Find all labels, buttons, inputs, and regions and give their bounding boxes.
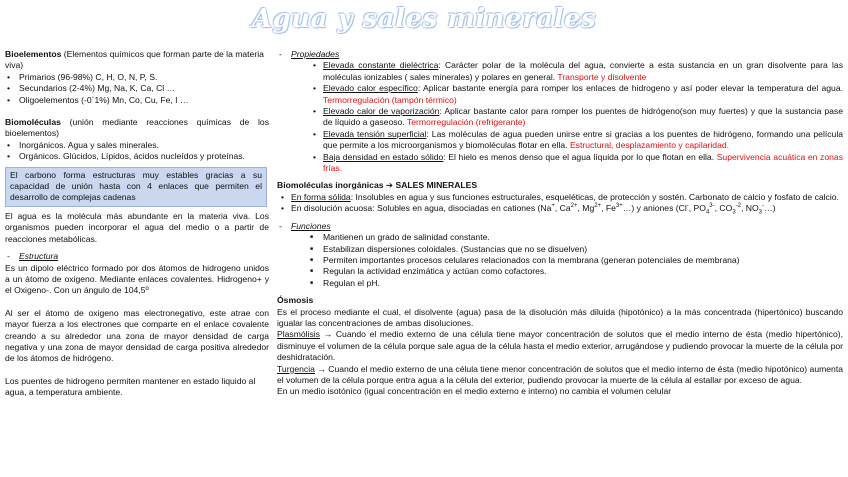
right-column [277, 49, 843, 398]
page-title: Agua y sales minerales [251, 4, 597, 34]
estructura-text: Es un dipolo eléctrico formado por dos átomos de hidrogeno unidos a un átomo de oxigeno. Mediante enlaces covalentes. Hidrogeno+ y el Oxigeno-. Con un ángulo de 104,5º [5, 262, 269, 296]
funcion-item: ■ Permiten importantes procesos celulares relacionados con la membrana (generan potenciales de membrana) [277, 255, 843, 266]
list-item: • Orgánicos. Glúcidos, Lípidos, ácidos nucleídos y proteínas. [5, 151, 269, 162]
oxigeno-text: Al ser el átomo de oxigeno mas electronegativo, este atrae con mayor fuerza a los electrones que comparte en el enlace covalente creando a su alrededor una zona de mayor densidad de carga negativa y una zona de mayor densidad de carga positiva alrededor de los átomos de hidrógeno. [5, 307, 269, 364]
biomoleculas-definition: (unión mediante reacciones químicas de los bioelementos) [5, 117, 269, 139]
bioelementos-paragraph [5, 49, 269, 72]
bioelementos-heading: Bioelementos [5, 49, 62, 59]
list-item: • Secundarios (2-4%) Mg, Na, K, Ca, Cl … [5, 83, 269, 94]
bioelementos-definition: (Elementos químicos que forman parte de la materia viva) [5, 49, 264, 71]
osmosis-text: Es el proceso mediante el cual, el disolvente (agua) pasa de la disolución más diluida (hipotónico) a la más concentrada (hipertónico) buscando igualar las concentraciones de ambas disoluciones. [277, 306, 843, 328]
arrow-icon: ➔ [385, 180, 394, 191]
funcion-item: ■ Mantienen un grado de salinidad constante. [277, 232, 843, 243]
list-item: • En disolución acuosa: Solubles en agua, disociadas en cationes (Na+, $Ca^{2+}$, $Mg^{2+}$, $Fe^{3+}\dots$) y aniones (Cl-, $PO_4^{3-}$, $CO_3^{-2}$, $NO_3^-\dots$) [277, 203, 843, 214]
propiedades-heading: - Propiedades [277, 49, 843, 60]
biomoleculas-paragraph [5, 117, 269, 140]
puentes-text: Los puentes de hidrogeno permiten mantener en estado liquido al agua, a temperatura ambiente. [5, 375, 256, 398]
propiedad-item: • Elevado calor de vaporización: Aplicar bastante calor para romper los puentes de hidrógeno(son muy fuertes) y que la sustancia pase de líquido a gaseoso. Termorregulación (refrigerante) [277, 106, 843, 129]
isotonico-text: En un medio isotónico (igual concentración en el medio externo e interno) no cambia el volumen celular [277, 386, 672, 397]
turgencia-text: Turgencia → Cuando el medio externo de una célula tiene menor concentración de solutos que el medio interno de ésta (medio hipotónico) aumenta el volumen de la célula porque entra agua a la célula del exterior, pudiendo provocar la muerte de la célula al estallar por exceso de agua. [277, 363, 843, 385]
funcion-item: ■ Estabilizan dispersiones coloidales. (Sustancias que no se disuelven) [277, 244, 843, 255]
list-item: • En forma sólida: Insolubles en agua y sus funciones estructurales, esqueléticas, de protección y sostén. Carbonato de calcio y fosfato de calcio. [277, 192, 843, 203]
left-column [5, 49, 269, 399]
carbon-callout: El carbono forma estructuras muy estables gracias a su capacidad de unión hasta con 4 enlaces que permiten el desarrollo de complejas cadenas [5, 167, 267, 207]
funcion-item: ■ Regulan el pH. [277, 278, 843, 289]
sales-minerales-heading: Biomoléculas inorgánicas ➔ SALES MINERALES [277, 180, 478, 191]
list-item: • Inorgánicos. Agua y sales minerales. [5, 140, 269, 151]
propiedad-item: • Elevada constante dieléctrica: Carácter polar de la molécula del agua, convierte a esta sustancia en un gran disolvente para las moléculas ionizables ( sales minerales) y polares en general. Transporte y disolvente [277, 60, 843, 83]
propiedad-item: • Elevada tensión superficial: Las moléculas de agua pueden unirse entre si gracias a los puentes de hidrógeno, formando una película que permite a los microorganismos y biomoléculas flotar en ella. Estructural, desplazamiento y capilaridad. [277, 129, 843, 152]
propiedad-item: • Baja densidad en estado sólido: El hielo es menos denso que el agua líquida por lo que flotan en ella. Supervivencia acuática en zonas frías. [277, 152, 843, 175]
list-item: • Oligoelementos (-0´1%) Mn, Co, Cu, Fe, I … [5, 95, 269, 106]
list-item: • Primarios (96-98%) C, H, O, N, P, S. [5, 72, 269, 83]
biomoleculas-heading: Biomoléculas [5, 117, 61, 128]
osmosis-heading: Ósmosis [277, 295, 314, 306]
funciones-heading: - Funciones [277, 221, 843, 232]
agua-intro: El agua es la molécula más abundante en la materia viva. Los organismos pueden incorporar el agua del medio o a partir de reacciones metabólicas. [5, 210, 269, 244]
propiedad-item: • Elevado calor específico: Aplicar bastante energía para romper los enlaces de hidrogeno y así poder elevar la temperatura del agua. Termorregulación (tampón térmico) [277, 83, 843, 106]
estructura-heading: - Estructura [5, 251, 269, 262]
plasmolisis-text: Plasmólisis → Cuando el medio externo de una célula tiene mayor concentración de solutos que el medio interno de ésta (medio hipertónico), disminuye el volumen de la célula porque sale agua de la célula hasta el medio exterior, arrugándose y pudiendo provocar la muerte de la célula por deshidratación. [277, 329, 843, 363]
funcion-item: ■ Regulan la actividad enzimática y actúan como cofactores. [277, 266, 843, 277]
